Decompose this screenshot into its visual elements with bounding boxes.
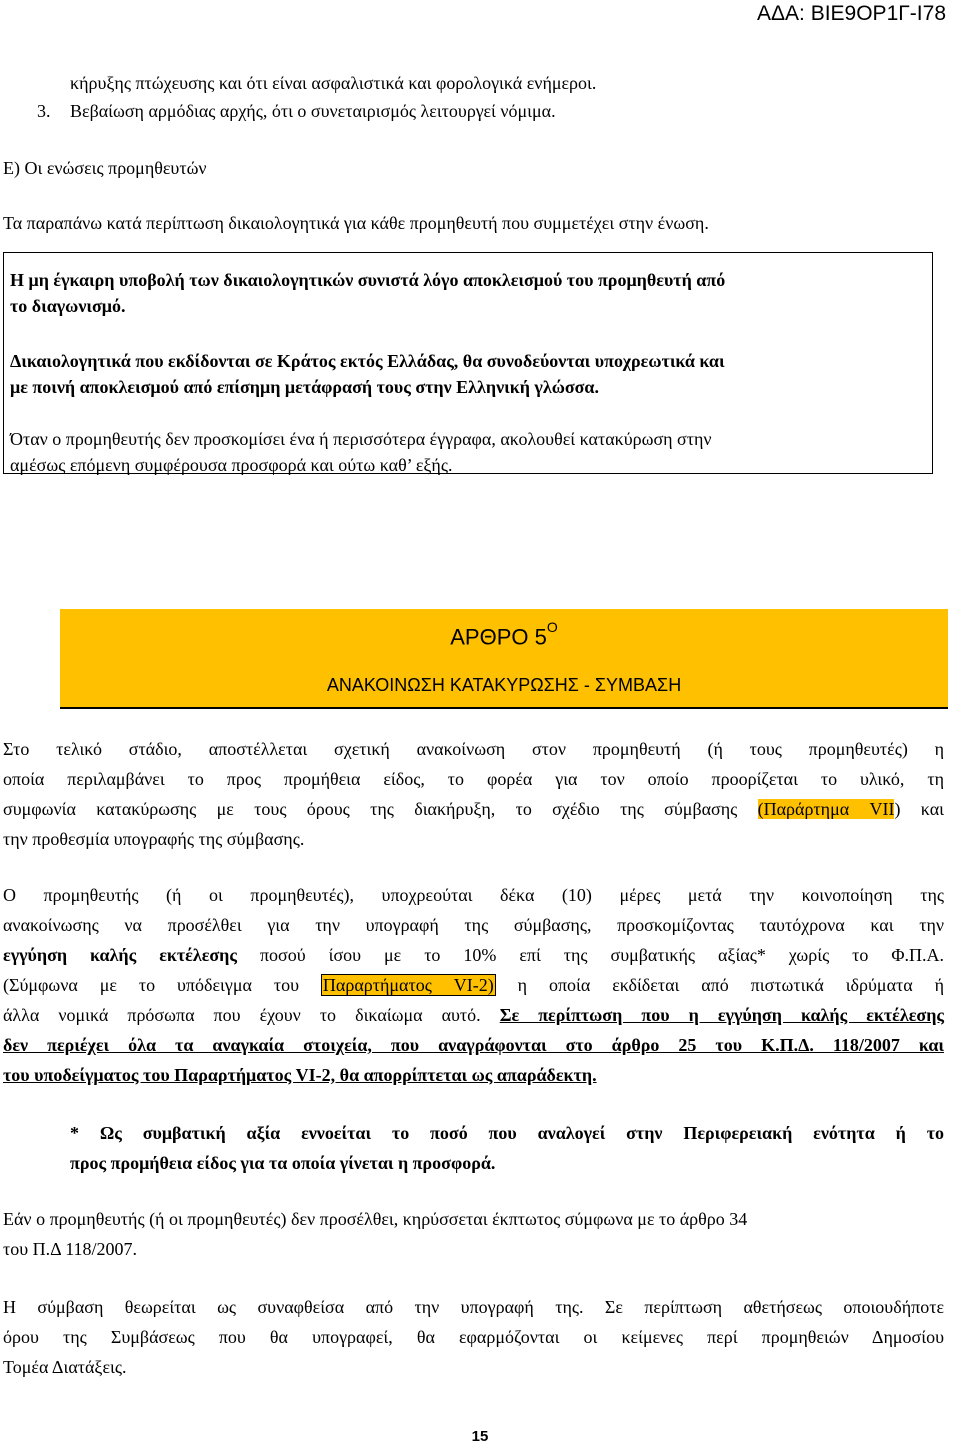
section-e-title: Ε) Οι ενώσεις προμηθευτών bbox=[3, 158, 207, 178]
contract-value-note-cont: προς προμήθεια είδος για τα οποία γίνεται η προσφορά. bbox=[70, 1153, 496, 1173]
award-notice-cont: αμέσως επόμενη συμφέρουσα προσφορά και ούτω καθ’ εξής. bbox=[10, 455, 453, 475]
paragraph-2-line: (Σύμφωνα με το υπόδειγμα του Παραρτήματος VI-2) η οποία εκδίδεται από πιστωτικά ιδρύματα ή bbox=[3, 975, 945, 995]
article-subtitle: ΑΝΑΚΟΙΝΩΣΗ ΚΑΤΑΚΥΡΩΣΗΣ - ΣΥΜΒΑΣΗ bbox=[326, 675, 682, 695]
paragraph-3-line: του Π.Δ 118/2007. bbox=[3, 1239, 138, 1259]
paragraph-2-line: ανακοίνωσης να προσέλθει για την υπογραφή της σύμβασης, προσκομίζοντας ταυτόχρονα και την bbox=[3, 915, 944, 935]
rejection-clause-line: δεν περιέχει όλα τα αναγκαία στοιχεία, που αναγράφονται στο άρθρο 25 του Κ.Π.Δ. 118/2007 και bbox=[3, 1035, 944, 1055]
list-number: 3. bbox=[37, 101, 51, 121]
annex-vi2-highlight: Παραρτήματος VI-2) bbox=[322, 975, 494, 995]
list-item-3: Βεβαίωση αρμόδιας αρχής, ότι ο συνεταιρισμός λειτουργεί νόμιμα. bbox=[70, 101, 556, 121]
rejection-clause-line: του υποδείγματος του Παραρτήματος VI-2, θα απορρίπτεται ως απαράδεκτη. bbox=[3, 1065, 597, 1085]
contract-value-note: * Ως συμβατική αξία εννοείται το ποσό που αναλογεί στην Περιφερειακή ενότητα ή το bbox=[70, 1123, 944, 1143]
list-continuation: κήρυξης πτώχευσης και ότι είναι ασφαλιστικά και φορολογικά ενήμεροι. bbox=[70, 73, 597, 93]
paragraph-2-line: άλλα νομικά πρόσωπα που έχουν το δικαίωμα αυτό. Σε περίπτωση που η εγγύηση καλής εκτέλεσης bbox=[3, 1005, 945, 1025]
page-number: 15 bbox=[471, 1428, 489, 1445]
paragraph-4-line: όρου της Συμβάσεως που θα υπογραφεί, θα εφαρμόζονται οι κείμενες περί προμηθειών Δημοσίου bbox=[3, 1327, 944, 1347]
exclusion-notice: Η μη έγκαιρη υποβολή των δικαιολογητικών συνιστά λόγο αποκλεισμού του προμηθευτή από bbox=[10, 270, 726, 290]
translation-notice: Δικαιολογητικά που εκδίδονται σε Κράτος εκτός Ελλάδας, θα συνοδεύονται υποχρεωτικά και bbox=[10, 351, 725, 371]
paragraph-1-line: Στο τελικό στάδιο, αποστέλλεται σχετική ανακοίνωση στον προμηθευτή (ή τους προμηθευτές) η bbox=[3, 739, 944, 759]
paragraph-4-line: Τομέα Διατάξεις. bbox=[3, 1357, 127, 1377]
paragraph-1-line: συμφωνία κατακύρωσης με τους όρους της διακήρυξη, το σχέδιο της σύμβασης (Παράρτημα VII) και bbox=[3, 799, 944, 819]
paragraph-2-line: εγγύηση καλής εκτέλεσης ποσού ίσου με το 10% επί της συμβατικής αξίας* χωρίς το Φ.Π.Α. bbox=[3, 945, 944, 965]
section-e-text: Τα παραπάνω κατά περίπτωση δικαιολογητικά για κάθε προμηθευτή που συμμετέχει στην ένωση. bbox=[3, 213, 709, 233]
article-title: ΑΡΘΡΟ $5^O$ bbox=[450, 619, 558, 650]
rejection-clause: Σε περίπτωση που η εγγύηση καλής εκτέλεσης bbox=[499, 1005, 945, 1025]
paragraph-1-line: οποία περιλαμβάνει το προς προμήθεια είδος, το φορέα για τον οποίο προορίζεται το υλικό, τη bbox=[3, 769, 944, 789]
annex-vii-highlight: (Παράρτημα VII bbox=[757, 799, 895, 819]
paragraph-4-line: Η σύμβαση θεωρείται ως συναφθείσα από την υπογραφή της. Σε περίπτωση αθετήσεως οποιουδήποτε bbox=[3, 1297, 944, 1317]
ada-code: ΑΔΑ: ΒΙΕ9ΟΡ1Γ-Ι78 bbox=[756, 2, 946, 25]
performance-guarantee-term: εγγύηση καλής εκτέλεσης bbox=[3, 945, 238, 965]
paragraph-3-line: Εάν ο προμηθευτής (ή οι προμηθευτές) δεν προσέλθει, κηρύσσεται έκπτωτος σύμφωνα με το άρθρο 34 bbox=[3, 1209, 748, 1229]
translation-notice-cont: με ποινή αποκλεισμού από επίσημη μετάφρασή τους στην Ελληνική γλώσσα. bbox=[10, 377, 599, 397]
paragraph-2-line: Ο προμηθευτής (ή οι προμηθευτές), υποχρεούται δέκα (10) μέρες μετά την κοινοποίηση της bbox=[3, 885, 944, 905]
exclusion-notice-cont: το διαγωνισμό. bbox=[10, 296, 126, 316]
paragraph-1-line: την προθεσμία υπογραφής της σύμβασης. bbox=[3, 829, 305, 849]
article-header bbox=[60, 609, 948, 709]
award-notice: Όταν ο προμηθευτής δεν προσκομίσει ένα ή περισσότερα έγγραφα, ακολουθεί κατακύρωση στην bbox=[10, 429, 712, 449]
